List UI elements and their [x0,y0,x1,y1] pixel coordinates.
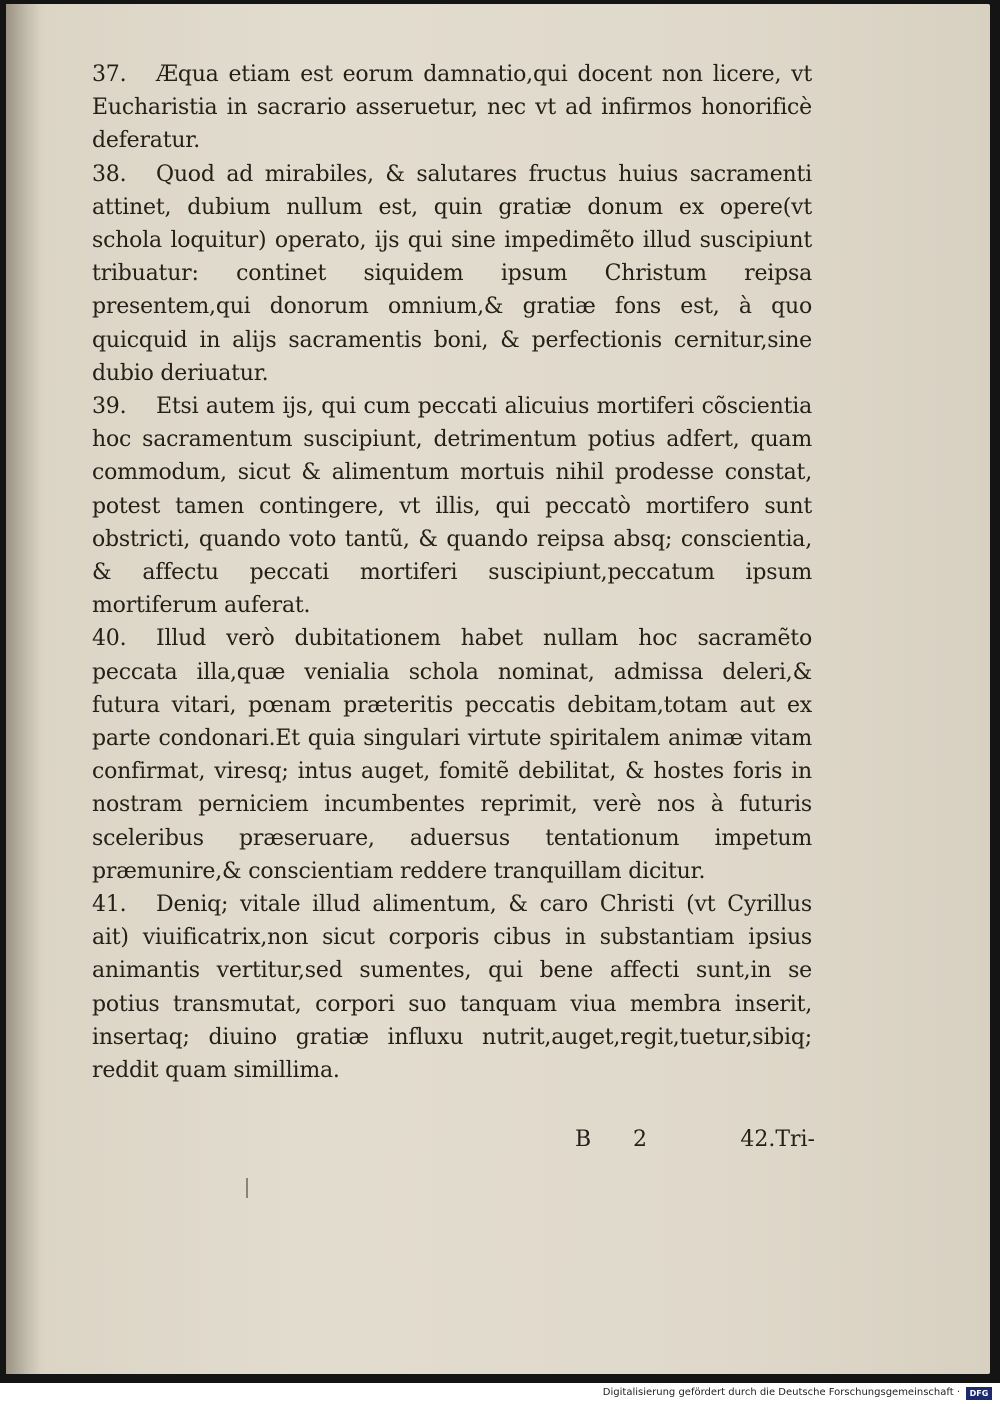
paragraph-number: 39. [92,394,127,420]
paragraph-41 [92,888,812,1087]
catchword: 42.Tri- [740,1127,815,1152]
paragraph-text: Etsi autem ijs, qui cum peccati alicuius mortiferi cõscientia hoc sacramentum suscipiunt, detrimentum potius adfert, quam commodum, sicut & alimentum mortuis nihil prodesse constat, potest tamen contingere, vt illis, qui peccatò mortifero sunt obstricti, quando voto tantũ, & quando reipsa absq; conscientia, & affectu peccati mortiferi suscipiunt,peccatum ipsum mortiferum auferat. [92,394,812,619]
page-footer-line [575,1127,815,1161]
signature-number: 2 [633,1127,647,1152]
dfg-logo: DFG [966,1387,992,1400]
paragraph-text: Illud verò dubitationem habet nullam hoc sacramẽto peccata illa,quæ venialia schola nominat, admissa deleri,& futura vitari, pœnam præteritis peccatis debitam,totam aut ex parte condonari.Et quia singulari virtute spiritalem animæ vitam confirmat, viresq; intus auget, fomitẽ debilitat, & hostes foris in nostram perniciem incumbentes reprimit, verè nos à futuris sceleribus præseruare, aduersus tentationum impetum præmunire,& conscientiam reddere tranquillam dicitur. [92,626,812,884]
page-gutter-shadow [6,4,40,1374]
paragraph-number: 37. [92,62,127,87]
paragraph-text: Æqua etiam est eorum damnatio,qui docent non licere, vt Eucharistia in sacrario asseruetur, nec vt ad infirmos honorificè deferatur. [92,62,812,154]
paragraph-number: 38. [92,161,127,187]
paragraph-number: 40. [92,626,127,652]
ink-mark [246,1178,248,1198]
paragraph-40 [92,622,812,888]
digitization-footer [0,1384,1000,1404]
page-body [92,58,812,1087]
paragraph-text: Quod ad mirabiles, & salutares fructus huius sacramenti attinet, dubium nullum est, quin gratiæ donum ex opere(vt schola loquitur) operato, ijs qui sine impedimẽto illud suscipiunt tribuatur: continet siquidem ipsum Christum reipsa presentem,qui donorum omnium,& gratiæ fons est, à quo quicquid in alijs sacramentis boni, & perfectionis cernitur,sine dubio deriuatur. [92,161,812,386]
signature-mark: B [575,1127,592,1152]
paragraph-38 [92,158,812,390]
paragraph-text: Deniq; vitale illud alimentum, & caro Christi (vt Cyrillus ait) viuificatrix,non sicut corporis cibus in substantiam ipsius animantis vertitur,sed sumentes, qui bene affecti sunt,in se potius transmutat, corpori suo tanquam viua membra inserit, insertaq; diuino gratiæ influxu nutrit,auget,regit,tuetur,sibiq; reddit quam simillima. [92,892,812,1084]
paragraph-37 [92,58,812,158]
paragraph-39 [92,390,812,622]
funding-credit: Digitalisierung gefördert durch die Deutsche Forschungsgemeinschaft · [602,1387,960,1398]
paragraph-number: 41. [92,892,127,918]
